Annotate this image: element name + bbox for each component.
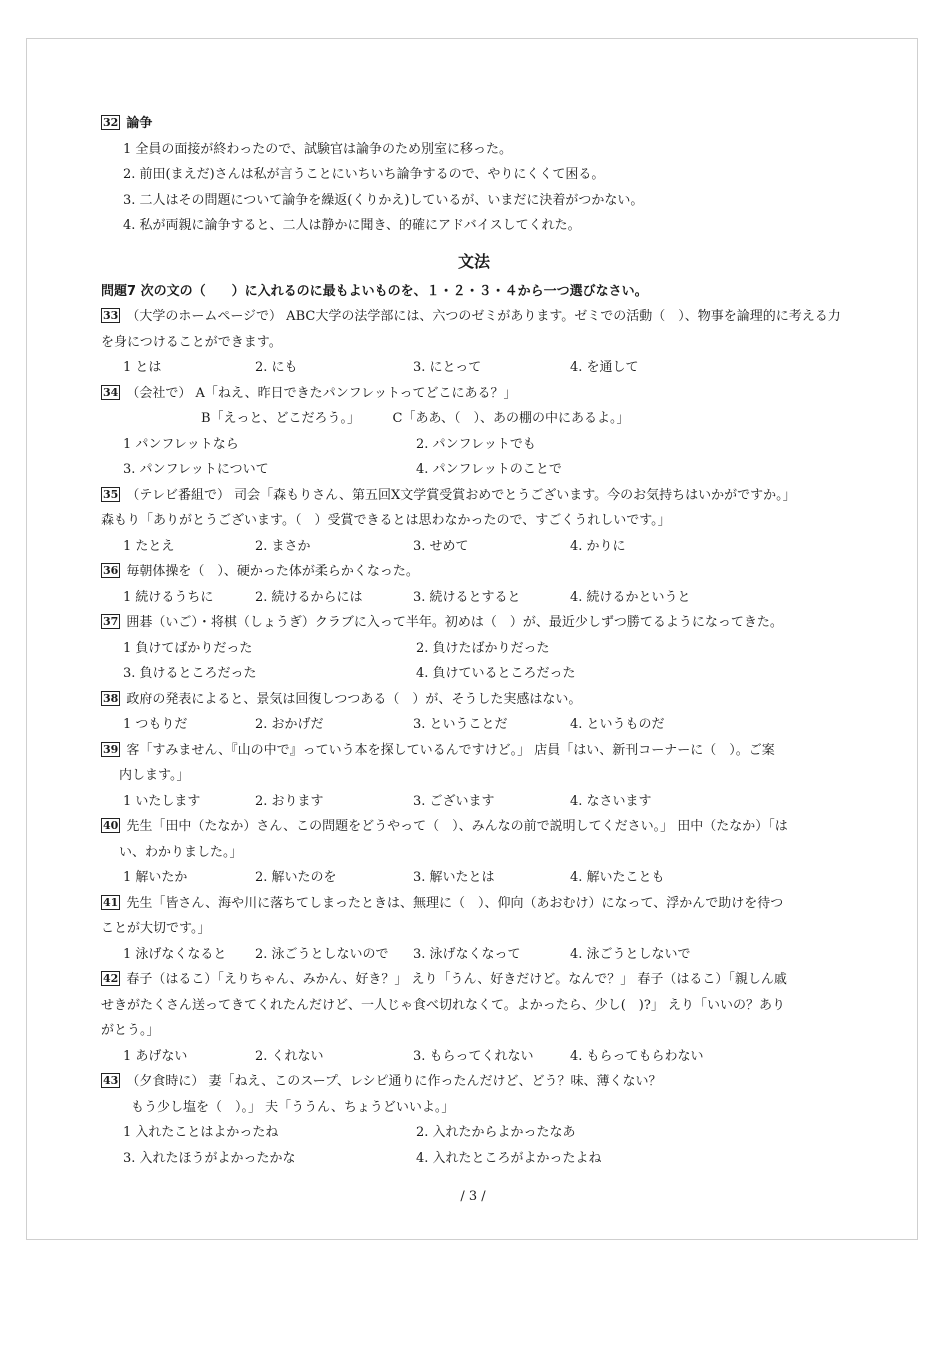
option: 4. 入れたところがよかったよね [416, 1150, 602, 1166]
option: 1 続けるうちに [123, 589, 214, 605]
question-text-cont: がとう。」 [101, 1023, 160, 1038]
question-text-cont: せきがたくさん送ってきてくれたんだけど、一人じゃ食べ切れなくて。よかったら、少し( )?」 えり「いいの？あり [101, 997, 785, 1013]
option: 3. ございます [413, 793, 495, 809]
option: 2. 前田(まえだ)さんは私が言うことにいちいち論争するので、やりにくくて困る。 [123, 167, 605, 182]
option: 3. 解いたとは [413, 870, 495, 885]
page-content [101, 111, 847, 1171]
option: 1 たとえ [123, 538, 175, 554]
option: 3. 泳げなくなって [413, 946, 521, 962]
question-number: 35 [103, 487, 119, 501]
question-text: 囲碁（いご）・将棋（しょうぎ）クラブに入って半年。初めは（ ）が、最近少しずつ勝てるようになってきた。 [126, 615, 783, 630]
options-row [101, 355, 847, 381]
option: 4. 泳ごうとしないで [570, 946, 691, 962]
option: 1 全員の面接が終わったので、試験官は論争のため別室に移った。 [123, 141, 513, 157]
option: 2. 泳ごうとしないので [255, 946, 389, 962]
option: 1 解いたか [123, 870, 188, 885]
option: 2. パンフレットでも [416, 436, 536, 452]
options-grid [101, 636, 847, 687]
option: 3. 入れたほうがよかったかな [123, 1150, 296, 1166]
option: 2. 入れたからよかったなあ [416, 1125, 576, 1140]
option: 4. なさいます [570, 793, 652, 809]
option: 1 とは [123, 360, 162, 375]
question-33 [101, 304, 847, 355]
option: 4. 負けているところだった [416, 666, 576, 681]
question-text: （大学のホームページで） ABC大学の法学部には、六つのゼミがあります。ゼミでの活動（ ）、物事を論理的に考える力を身につけることができます。 [101, 309, 841, 350]
question-text: 春子（はるこ）「えりちゃん、みかん、好き？」 えり「うん、好きだけど。なんで？」 春子（はるこ）「親しん戚 [126, 972, 787, 987]
option: 4. 私が両親に論争すると、二人は静かに聞き、的確にアドバイスしてくれた。 [123, 218, 581, 233]
question-number: 43 [103, 1074, 119, 1087]
option: 1 入れたことはよかったね [123, 1125, 279, 1140]
question-42 [101, 967, 847, 993]
instruction: 問題7 次の文の（ ）に入れるのに最もよいものを、１・２・３・４から一つ選びなさい。 [101, 283, 648, 299]
question-number: 40 [103, 819, 119, 832]
option: 2. 続けるからには [255, 589, 363, 605]
option: 2. まさか [255, 538, 311, 554]
option: 3. ということだ [413, 717, 508, 732]
question-32 [101, 111, 847, 137]
options-row [101, 712, 847, 738]
option: 3. パンフレットについて [123, 462, 269, 477]
question-43 [101, 1069, 847, 1095]
question-text-cont: ことが大切です。」 [101, 921, 211, 936]
section-title: 文法 [457, 251, 490, 271]
question-38 [101, 687, 847, 713]
option: 3. せめて [413, 538, 469, 554]
option: 4. もらってもらわない [570, 1048, 704, 1064]
option: 2. くれない [255, 1048, 324, 1064]
question-number: 39 [103, 742, 119, 756]
question-number: 42 [103, 972, 119, 985]
options-row [101, 585, 847, 611]
question-text-cont: もう少し塩を（ ）。」 夫「ううん、ちょうどいいよ。」 [131, 1099, 455, 1115]
options-row [101, 1044, 847, 1070]
question-number: 33 [103, 309, 119, 322]
question-text-cont: 森もり「ありがとうございます。（ ）受賞できるとは思わなかったので、すごくうれしいです。」 [101, 513, 671, 528]
option: 2. 負けたばかりだった [416, 640, 550, 656]
option: 3. にとって [413, 360, 482, 375]
question-text: （テレビ番組で） 司会「森もりさん、第五回X文学賞受賞おめでとうございます。今のお気持ちはいかがですか。」 [126, 487, 796, 503]
option: 4. 解いたことも [570, 870, 665, 885]
option: 4. を通して [570, 360, 639, 375]
question-text: （会社で） A「ねえ、昨日できたパンフレットってどこにある？」 [126, 385, 517, 401]
question-39 [101, 738, 847, 764]
option: 3. 二人はその問題について論争を繰返(くりかえ)しているが、いまだに決着がつかない。 [123, 192, 644, 208]
option: 2. おかげだ [255, 717, 324, 732]
option: 4. かりに [570, 538, 626, 554]
option: 2. 解いたのを [255, 870, 337, 885]
options-row [101, 942, 847, 968]
question-text: 毎朝体操を（ ）、硬かった体が柔らかくなった。 [126, 564, 419, 579]
option: 4. というものだ [570, 717, 665, 732]
page-number: / 3 / [460, 1189, 486, 1204]
question-40 [101, 814, 847, 840]
question-number: 37 [103, 615, 119, 628]
option: 1 パンフレットなら [123, 436, 239, 452]
option: 2. おります [255, 793, 324, 809]
question-text: 先生「田中（たなか）さん、この問題をどうやって（ ）、みんなの前で説明してください。」 田中（たなか）「は [126, 819, 788, 834]
option: 3. 負けるところだった [123, 666, 257, 681]
question-text-cont: 内します。」 [119, 768, 190, 783]
question-number: 32 [103, 116, 119, 129]
options-grid [101, 432, 847, 483]
question-text-cont: い、わかりました。」 [119, 844, 243, 860]
options-row [101, 534, 847, 560]
question-text: 政府の発表によると、景気は回復しつつある（ ）が、そうした実感はない。 [126, 691, 582, 707]
question-number: 34 [103, 385, 119, 399]
options-grid [101, 1120, 847, 1171]
option: 1 いたします [123, 793, 201, 809]
option: 1 泳げなくなると [123, 946, 227, 962]
document-page [26, 38, 918, 1240]
option: 1 つもりだ [123, 717, 188, 732]
question-text-cont: B「えっと、どこだろう。」 C「ああ、（ ）、あの棚の中にあるよ。」 [201, 411, 630, 426]
question-35 [101, 483, 847, 509]
option: 4. パンフレットのことで [416, 462, 562, 477]
options-row [101, 865, 847, 891]
question-41 [101, 891, 847, 917]
option: 3. もらってくれない [413, 1048, 534, 1064]
option: 4. 続けるかというと [570, 589, 691, 605]
options-row [101, 789, 847, 815]
question-number: 36 [103, 564, 119, 577]
question-number: 38 [103, 691, 119, 705]
option: 1 あげない [123, 1048, 188, 1064]
question-text: 先生「皆さん、海や川に落ちてしまったときは、無理に（ ）、仰向（あおむけ）になって、浮かんで助けを待つ [126, 895, 784, 911]
option: 1 負けてばかりだった [123, 640, 253, 656]
question-text: （夕食時に） 妻「ねえ、このスープ、レシピ通りに作ったんだけど、どう？味、薄くない？ [126, 1074, 662, 1089]
question-34 [101, 381, 847, 407]
option: 3. 続けるとすると [413, 589, 521, 605]
question-text: 客「すみません、『山の中で』っていう本を探しているんですけど。」 店員「はい、新刊コーナーに（ ）。ご案 [126, 742, 775, 758]
question-36 [101, 559, 847, 585]
option: 2. にも [255, 360, 298, 375]
question-number: 41 [103, 895, 119, 909]
vocab-word: 論争 [126, 116, 153, 131]
question-37 [101, 610, 847, 636]
